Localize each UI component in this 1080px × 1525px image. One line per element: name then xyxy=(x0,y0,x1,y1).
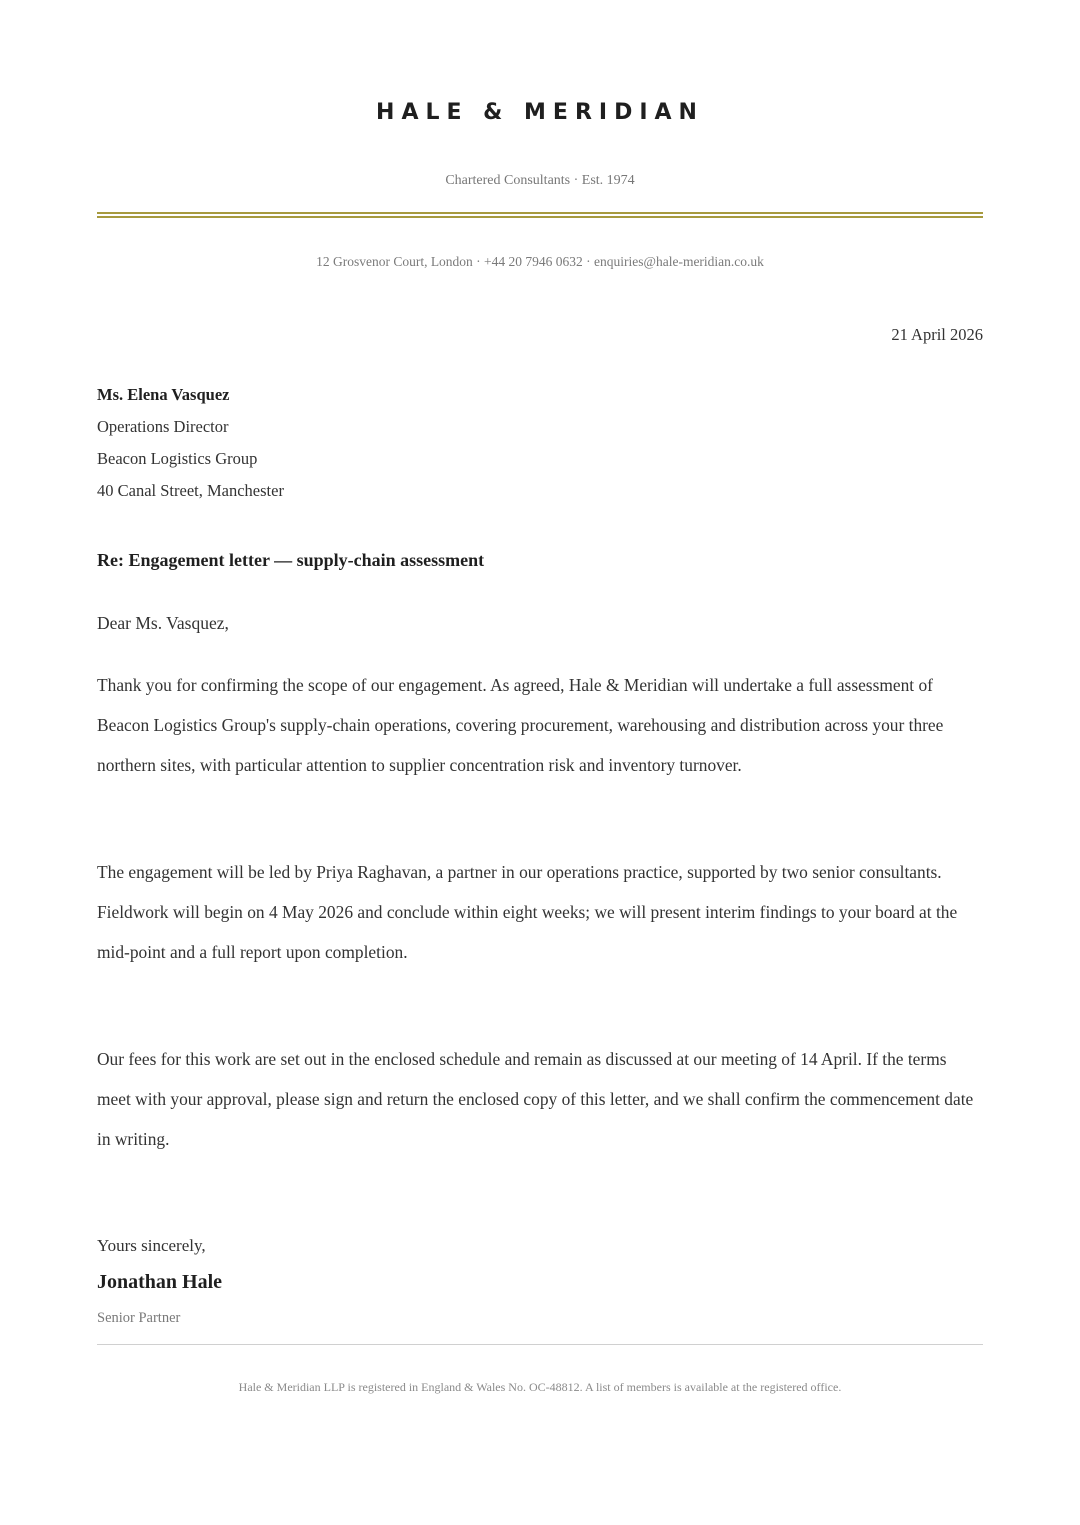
recipient-address: 40 Canal Street, Manchester xyxy=(97,481,284,500)
signer-title: Senior Partner xyxy=(97,1310,181,1326)
company-contact-line: 12 Grosvenor Court, London · +44 20 7946 0632 · enquiries@hale-meridian.co.uk xyxy=(316,254,764,269)
recipient-name: Ms. Elena Vasquez xyxy=(97,385,230,404)
body-paragraph: The engagement will be led by Priya Raghavan, a partner in our operations practice, supported by two senior consultants. Fieldwork will begin on 4 May 2026 and conclude within eight weeks; we will present interim findings to your board at the mid-point and a full report upon completion. xyxy=(97,862,958,962)
letter-subject: Re: Engagement letter — supply-chain assessment xyxy=(97,550,485,570)
company-wordmark: HALE & MERIDIAN xyxy=(376,100,704,125)
letterhead-divider xyxy=(97,212,983,218)
company-tagline: Chartered Consultants · Est. 1974 xyxy=(445,173,635,188)
letter-closing: Yours sincerely, xyxy=(97,1236,206,1255)
letter-date: 21 April 2026 xyxy=(891,325,983,344)
letter-salutation: Dear Ms. Vasquez, xyxy=(97,613,229,633)
signer-name: Jonathan Hale xyxy=(97,1271,223,1293)
registration-footer: Hale & Meridian LLP is registered in England & Wales No. OC-48812. A list of members is available at the registered office. xyxy=(238,1380,842,1394)
recipient-block xyxy=(97,379,284,507)
body-paragraph: Thank you for confirming the scope of our engagement. As agreed, Hale & Meridian will undertake a full assessment of Beacon Logistics Group's supply-chain operations, covering procurement, warehousing and distribution across your three northern sites, with particular attention to supplier concentration risk and inventory turnover. xyxy=(97,675,944,775)
recipient-title: Operations Director xyxy=(97,417,229,436)
body-paragraph: Our fees for this work are set out in the enclosed schedule and remain as discussed at our meeting of 14 April. If the terms meet with your approval, please sign and return the enclosed copy of this letter, and we shall confirm the commencement date in writing. xyxy=(97,1049,974,1149)
recipient-company: Beacon Logistics Group xyxy=(97,449,258,468)
footer-divider xyxy=(97,1344,983,1345)
